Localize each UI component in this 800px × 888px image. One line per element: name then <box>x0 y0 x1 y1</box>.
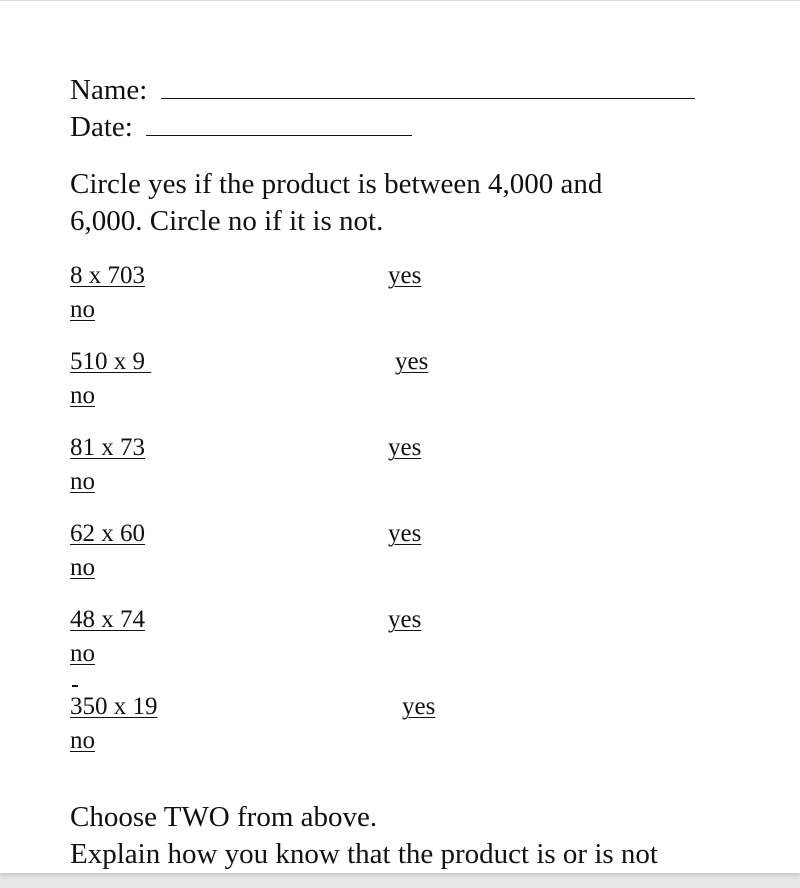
answer-yes[interactable]: yes <box>388 262 422 289</box>
answer-no[interactable]: no <box>70 296 95 323</box>
date-label: Date: <box>70 111 133 143</box>
problem-expression: 8 x 703 <box>70 262 145 289</box>
answer-yes[interactable]: yes <box>388 606 422 633</box>
problem-expression: 48 x 74 <box>70 606 145 633</box>
problem-expression: 510 x 9 <box>70 348 152 375</box>
answer-no[interactable]: no <box>70 468 95 495</box>
stray-mark <box>72 685 78 687</box>
answer-yes[interactable]: yes <box>395 348 429 375</box>
problem-expression: 81 x 73 <box>70 434 145 461</box>
date-line <box>70 110 412 144</box>
answer-yes[interactable]: yes <box>402 693 436 720</box>
answer-yes[interactable]: yes <box>388 520 422 547</box>
date-blank[interactable] <box>146 113 412 136</box>
instructions-line-2: 6,000. Circle no if it is not. <box>70 205 384 237</box>
problem-expression: 350 x 19 <box>70 693 158 720</box>
followup-line-2: Explain how you know that the product is or is not <box>70 838 658 870</box>
answer-no[interactable]: no <box>70 727 95 754</box>
instructions-line-1: Circle yes if the product is between 4,000 and <box>70 168 603 200</box>
answer-no[interactable]: no <box>70 382 95 409</box>
answer-no[interactable]: no <box>70 554 95 581</box>
name-blank[interactable] <box>161 76 695 99</box>
name-line <box>70 73 695 107</box>
name-label: Name: <box>70 74 148 106</box>
answer-yes[interactable]: yes <box>388 434 422 461</box>
problem-expression: 62 x 60 <box>70 520 145 547</box>
answer-no[interactable]: no <box>70 640 95 667</box>
followup-line-1: Choose TWO from above. <box>70 801 378 833</box>
